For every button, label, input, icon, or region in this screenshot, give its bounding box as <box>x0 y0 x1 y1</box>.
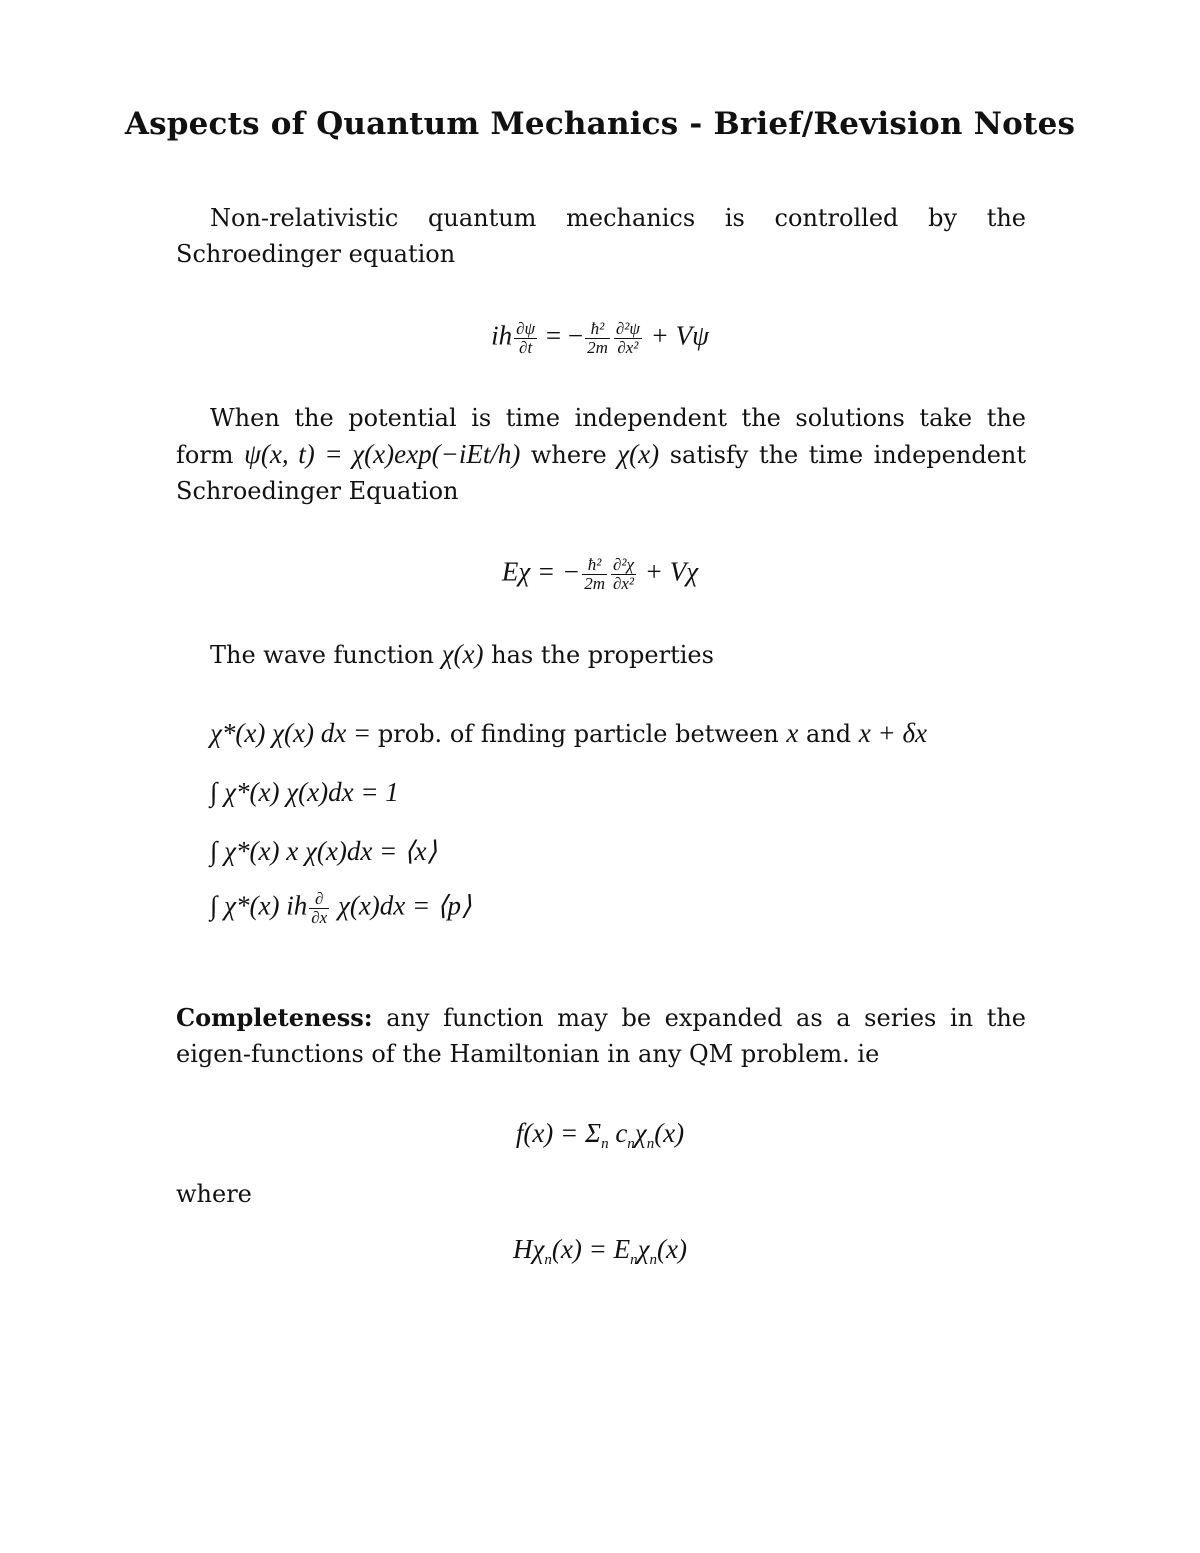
eq2-lhs: Eχ = − <box>501 556 581 587</box>
para2-math-b: χ(x) <box>617 439 660 469</box>
para2-text-a: When the potential is time independent the solutions take the form <box>176 404 1026 469</box>
para3-text-a: The wave function <box>210 641 442 669</box>
eq1-constant <box>585 320 610 357</box>
intro-paragraph: Non-relativistic quantum mechanics is controlled by the Schroedinger equation <box>176 204 1026 268</box>
prop4-derivative <box>309 890 329 927</box>
eq4-b: (x) = E <box>551 1234 631 1264</box>
eq1-den: ∂t <box>519 338 533 357</box>
time-independent-equation <box>0 556 1200 593</box>
eq2-d-den: ∂x² <box>612 574 635 593</box>
schroedinger-equation <box>0 320 1200 357</box>
eq4-sub2: n <box>630 1252 638 1268</box>
eq3-tail: (x) <box>654 1118 685 1148</box>
eigenvalue-equation <box>0 1234 1200 1269</box>
eq2-c-den: 2m <box>584 574 605 593</box>
where-text: where <box>176 1180 252 1208</box>
para3-text-b: has the properties <box>483 641 714 669</box>
completeness-label: Completeness: <box>176 1003 373 1032</box>
eq4-c: χ <box>637 1234 650 1264</box>
prop1-math-x: x <box>786 718 799 748</box>
eq1-d-num: ∂²ψ <box>615 319 640 338</box>
para2-text-c: satisfy the time independent Schroedinger Equation <box>176 441 1027 505</box>
expansion-equation <box>0 1118 1200 1153</box>
time-independent-paragraph <box>176 400 1026 509</box>
prop1-math: χ*(x) χ(x) dx = <box>210 718 378 748</box>
eq1-tail: + Vψ <box>643 320 709 351</box>
eq1-prefix: ih <box>491 320 513 351</box>
eq1-c-den: 2m <box>587 338 608 357</box>
para2-math-a: ψ(x, t) = χ(x)exp(−iEt/h) <box>244 439 521 469</box>
property-normalization <box>210 777 399 808</box>
prop2-math: ∫ χ*(x) χ(x)dx = 1 <box>210 777 399 807</box>
eq4-sub1: n <box>544 1252 552 1268</box>
eq2-c-num: ħ² <box>582 556 607 575</box>
eq3-sub2: n <box>627 1136 635 1152</box>
property-probability <box>210 718 927 749</box>
eq1-equals: = − <box>539 320 584 351</box>
eq1-d-den: ∂x² <box>617 338 639 357</box>
eq3-sub1: n <box>601 1136 609 1152</box>
para2-text-b: where <box>520 441 618 469</box>
prop4-den: ∂x <box>311 908 328 927</box>
eq2-d-num: ∂²χ <box>611 556 636 575</box>
eq4-sub3: n <box>649 1252 657 1268</box>
eq3-sub3: n <box>646 1136 655 1152</box>
eq3-mid: c <box>608 1118 628 1148</box>
prop1-math-end: x + δx <box>858 718 928 748</box>
eq1-num: ∂ψ <box>516 319 536 338</box>
property-expectation-x <box>210 836 437 867</box>
prop4-math-b: χ(x)dx = ⟨p⟩ <box>331 890 472 921</box>
prop1-text-b: and <box>798 720 859 748</box>
prop3-math: ∫ χ*(x) x χ(x)dx = ⟨x⟩ <box>210 836 438 866</box>
prop4-num: ∂ <box>309 890 329 909</box>
document-title: Aspects of Quantum Mechanics - Brief/Revision Notes <box>124 106 1076 142</box>
completeness-paragraph <box>176 1000 1026 1072</box>
eq2-constant <box>582 556 607 593</box>
eq1-second-derivative <box>614 320 642 357</box>
para3-math: χ(x) <box>441 639 484 669</box>
eq3-lhs: f(x) = Σ <box>515 1118 602 1148</box>
eq2-tail: + Vχ <box>638 556 699 587</box>
property-expectation-p <box>210 890 472 927</box>
wave-function-paragraph <box>176 636 1026 673</box>
eq4-d: (x) <box>657 1234 687 1264</box>
eq3-chi: χ <box>634 1118 647 1148</box>
eq1-dpsi-dt <box>514 320 537 357</box>
prop4-math-a: ∫ χ*(x) ih <box>210 890 308 921</box>
eq1-c-num: ħ² <box>585 320 610 339</box>
eq2-second-derivative <box>611 556 636 593</box>
prop1-text-a: prob. of finding particle between <box>377 720 787 748</box>
completeness-text: any function may be expanded as a series in the eigen-functions of the Hamiltonian in any QM problem. ie <box>176 1004 1026 1068</box>
eq4-a: Hχ <box>513 1234 545 1264</box>
